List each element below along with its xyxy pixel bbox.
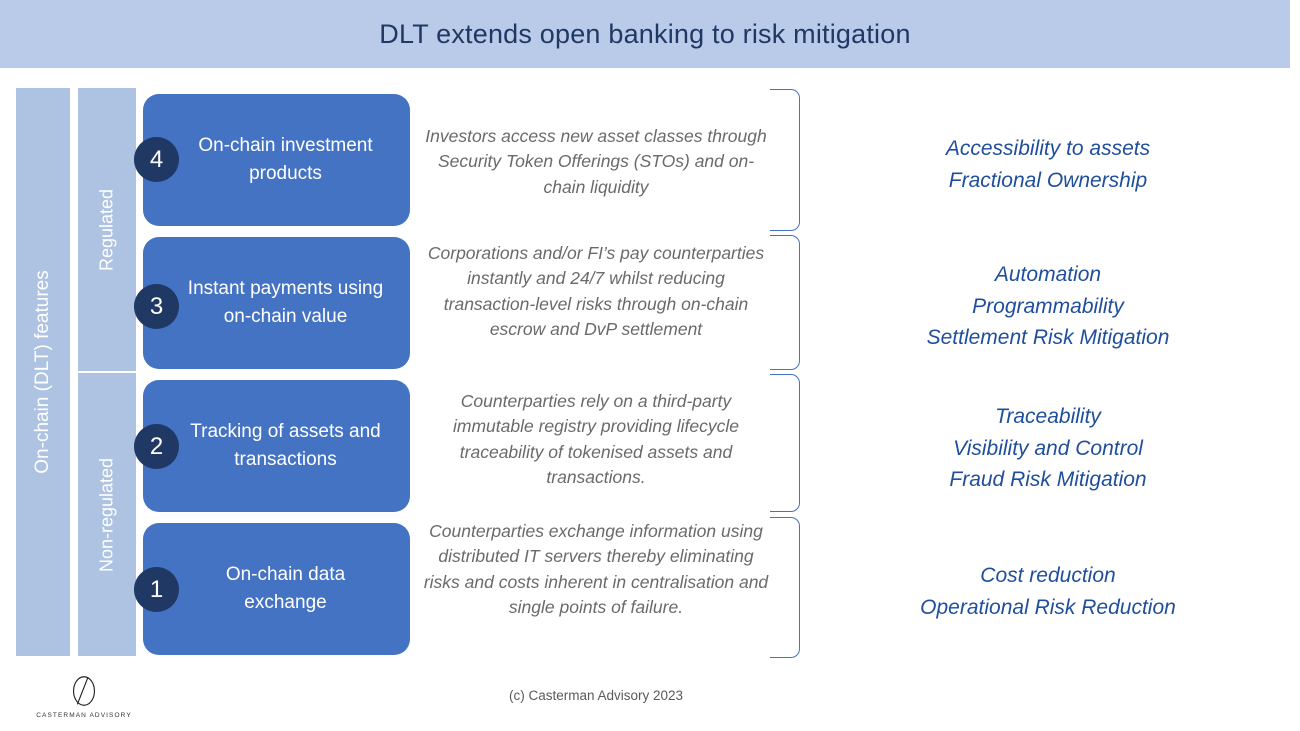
- casterman-logo-icon: [65, 672, 103, 710]
- feature-box[interactable]: On-chain data exchange: [143, 523, 410, 655]
- benefit-text: Cost reduction Operational Risk Reduction: [920, 564, 1176, 619]
- feature-box[interactable]: Tracking of assets and transactions: [143, 380, 410, 512]
- axis-label-regulated: Regulated: [96, 188, 117, 271]
- bracket-shape: [770, 374, 800, 512]
- step-number-badge: 1: [134, 567, 179, 612]
- benefit-text: Traceability Visibility and Control Fraud Risk Mitigation: [949, 405, 1147, 491]
- logo-text: CASTERMAN ADVISORY: [36, 712, 132, 719]
- step-number-badge: 4: [134, 137, 179, 182]
- axis-bar-non-regulated: [78, 373, 136, 656]
- axis-label-features: On-chain (DLT) features: [32, 270, 53, 474]
- axis-bar-regulated: [78, 88, 136, 371]
- copyright-text: (c) Casterman Advisory 2023: [508, 688, 684, 703]
- benefit-text: Automation Programmability Settlement Risk Mitigation: [926, 263, 1170, 349]
- bracket-shape: [770, 89, 800, 231]
- step-number-badge: 2: [134, 424, 179, 469]
- description-text: Counterparties rely on a third-party immutable registry providing lifecycle traceability of tokenised assets and transactions.: [453, 391, 739, 488]
- axis-bar-features: [16, 88, 70, 656]
- axis-label-non-regulated: Non-regulated: [96, 457, 117, 572]
- description-text: Counterparties exchange information using distributed IT servers thereby eliminating risks and costs inherent in centralisation and single points of failure.: [423, 521, 769, 618]
- page-title: DLT extends open banking to risk mitigation: [379, 18, 911, 49]
- description-text: Corporations and/or FI’s pay counterparties instantly and 24/7 whilst reducing transaction-level risks through on-chain escrow and DvP settlement: [427, 243, 765, 340]
- logo: [34, 672, 134, 719]
- bracket-shape: [770, 235, 800, 370]
- description-text: Investors access new asset classes through Security Token Offerings (STOs) and on-chain liquidity: [425, 126, 767, 197]
- bracket-shape: [770, 517, 800, 658]
- benefit-text: Accessibility to assets Fractional Ownership: [945, 137, 1151, 192]
- feature-box[interactable]: Instant payments using on-chain value: [143, 237, 410, 369]
- title-banner: [0, 0, 1290, 68]
- feature-box[interactable]: On-chain investment products: [143, 94, 410, 226]
- step-number-badge: 3: [134, 284, 179, 329]
